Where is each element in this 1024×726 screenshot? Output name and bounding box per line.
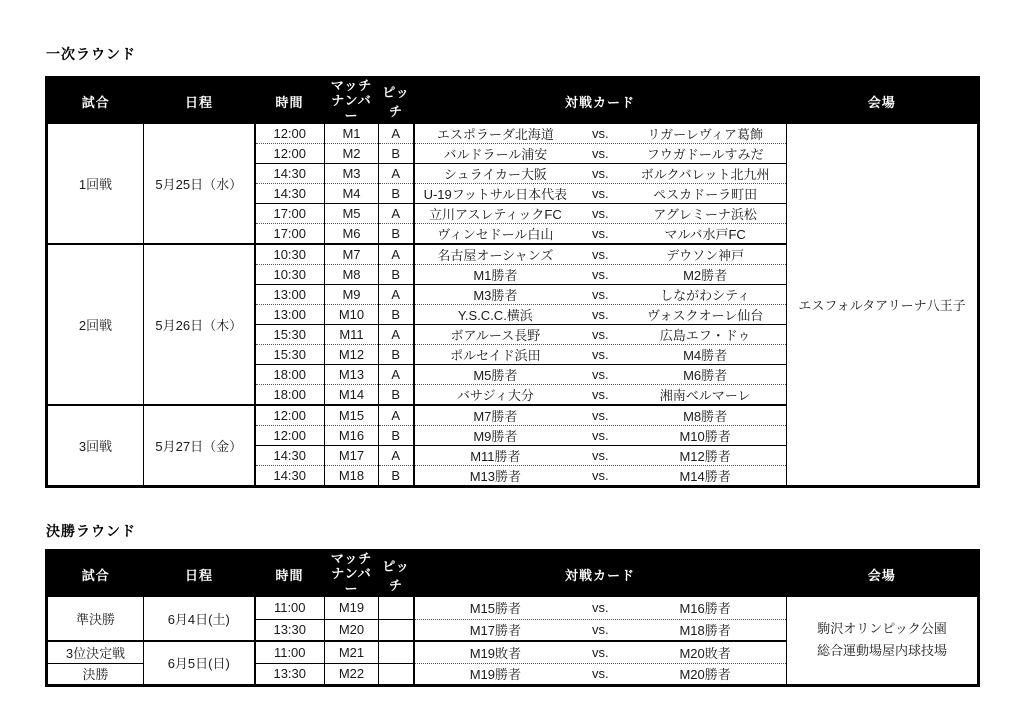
col-header-card: 対戦カード bbox=[414, 551, 787, 597]
match-no-cell: M12 bbox=[325, 345, 379, 365]
match-card-cell bbox=[414, 426, 787, 446]
match-no-cell: M2 bbox=[325, 144, 379, 164]
pitch-cell bbox=[379, 663, 414, 685]
col-header-date: 日程 bbox=[144, 78, 255, 124]
home-team: M19敗者 bbox=[469, 645, 522, 661]
home-team: ヴィンセドール白山 bbox=[437, 227, 554, 243]
match-no-cell: M13 bbox=[325, 365, 379, 385]
stage-cell: 2回戦 bbox=[47, 244, 144, 405]
away-team: リガーレヴィア葛飾 bbox=[647, 127, 764, 143]
vs-label: vs. bbox=[591, 287, 609, 303]
away-team: M18勝者 bbox=[679, 623, 731, 639]
vs-label: vs. bbox=[591, 206, 609, 222]
home-team: M15勝者 bbox=[469, 601, 522, 617]
vs-label: vs. bbox=[591, 666, 609, 682]
col-header-match-no: マッチ ナンバー bbox=[325, 78, 379, 124]
time-cell: 10:30 bbox=[255, 244, 325, 265]
away-team: しながわシティ bbox=[660, 288, 751, 304]
pitch-cell: A bbox=[379, 124, 414, 144]
match-no-cell: M21 bbox=[325, 641, 379, 663]
vs-label: vs. bbox=[591, 347, 609, 363]
pitch-cell: A bbox=[379, 325, 414, 345]
home-team: M19勝者 bbox=[469, 667, 522, 683]
match-no-cell: M6 bbox=[325, 224, 379, 245]
vs-label: vs. bbox=[591, 468, 609, 484]
home-team: エスポラーダ北海道 bbox=[436, 127, 554, 143]
date-cell: 5月26日（木） bbox=[144, 244, 255, 405]
round1-table bbox=[45, 76, 980, 488]
time-cell: 15:30 bbox=[255, 345, 325, 365]
col-header-pitch: ピッチ bbox=[379, 78, 414, 124]
home-team: M7勝者 bbox=[473, 409, 518, 425]
time-cell: 14:30 bbox=[255, 446, 325, 466]
away-team: M10勝者 bbox=[679, 429, 731, 445]
match-card-cell bbox=[414, 244, 787, 265]
time-cell: 13:30 bbox=[255, 663, 325, 685]
away-team: M16勝者 bbox=[679, 601, 731, 617]
away-team: M2勝者 bbox=[683, 268, 728, 284]
home-team: U-19フットサル日本代表 bbox=[423, 187, 568, 203]
away-team: M14勝者 bbox=[679, 469, 731, 485]
time-cell: 15:30 bbox=[255, 325, 325, 345]
time-cell: 12:00 bbox=[255, 426, 325, 446]
match-card-cell bbox=[414, 265, 787, 285]
home-team: Y.S.C.C.横浜 bbox=[457, 308, 533, 324]
vs-label: vs. bbox=[591, 247, 609, 263]
pitch-cell bbox=[379, 641, 414, 663]
match-card-cell bbox=[414, 305, 787, 325]
stage-cell: 決勝 bbox=[47, 663, 144, 685]
col-header-venue: 会場 bbox=[787, 78, 979, 124]
pitch-cell: B bbox=[379, 385, 414, 406]
match-no-cell: M11 bbox=[325, 325, 379, 345]
time-cell: 12:00 bbox=[255, 144, 325, 164]
home-team: M5勝者 bbox=[473, 368, 518, 384]
match-card-cell bbox=[414, 466, 787, 487]
match-no-cell: M3 bbox=[325, 164, 379, 184]
col-header-game: 試合 bbox=[47, 78, 144, 124]
away-team: アグレミーナ浜松 bbox=[653, 207, 757, 223]
match-no-cell: M7 bbox=[325, 244, 379, 265]
stage-cell: 3回戦 bbox=[47, 405, 144, 487]
pitch-cell: A bbox=[379, 244, 414, 265]
time-cell: 14:30 bbox=[255, 466, 325, 487]
home-team: 名古屋オーシャンズ bbox=[437, 248, 554, 264]
vs-label: vs. bbox=[591, 644, 609, 660]
match-card-cell bbox=[414, 124, 787, 144]
vs-label: vs. bbox=[591, 428, 609, 444]
pitch-cell: A bbox=[379, 446, 414, 466]
time-cell: 14:30 bbox=[255, 164, 325, 184]
match-card-cell bbox=[414, 446, 787, 466]
match-card-cell bbox=[414, 144, 787, 164]
match-no-cell: M17 bbox=[325, 446, 379, 466]
away-team: M12勝者 bbox=[679, 449, 731, 465]
match-no-cell: M9 bbox=[325, 285, 379, 305]
pitch-cell: A bbox=[379, 204, 414, 224]
away-team: ペスカドーラ町田 bbox=[653, 187, 758, 203]
col-header-match-no: マッチ ナンバー bbox=[325, 551, 379, 597]
round1-title: 一次ラウンド bbox=[46, 46, 136, 62]
col-header-time: 時間 bbox=[255, 78, 325, 124]
time-cell: 10:30 bbox=[255, 265, 325, 285]
stage-cell: 準決勝 bbox=[47, 597, 144, 641]
round2-table bbox=[45, 549, 980, 686]
section-gap bbox=[45, 488, 978, 521]
time-cell: 11:00 bbox=[255, 641, 325, 663]
col-header-game: 試合 bbox=[47, 551, 144, 597]
match-no-cell: M1 bbox=[325, 124, 379, 144]
round2-title: 決勝ラウンド bbox=[46, 523, 136, 540]
venue-cell bbox=[787, 597, 979, 685]
away-team: デウソン神戸 bbox=[666, 248, 745, 264]
home-team: M13勝者 bbox=[469, 469, 522, 485]
col-header-venue: 会場 bbox=[787, 551, 979, 597]
time-cell: 18:00 bbox=[255, 365, 325, 385]
match-card-cell bbox=[414, 641, 787, 663]
home-team: M9勝者 bbox=[473, 429, 518, 445]
match-no-cell: M19 bbox=[325, 597, 379, 619]
match-card-cell bbox=[414, 285, 787, 305]
vs-label: vs. bbox=[591, 408, 609, 424]
match-card-cell bbox=[414, 224, 787, 245]
stage-cell: 1回戦 bbox=[47, 124, 144, 245]
pitch-cell: A bbox=[379, 405, 414, 426]
vs-label: vs. bbox=[591, 367, 609, 383]
time-cell: 12:00 bbox=[255, 124, 325, 144]
time-cell: 13:00 bbox=[255, 285, 325, 305]
away-team: 湘南ベルマーレ bbox=[659, 388, 751, 404]
date-cell: 5月27日（金） bbox=[144, 405, 255, 487]
pitch-cell: B bbox=[379, 144, 414, 164]
time-cell: 12:00 bbox=[255, 405, 325, 426]
match-card-cell bbox=[414, 365, 787, 385]
home-team: バルドラール浦安 bbox=[443, 147, 548, 163]
home-team: シュライカー大阪 bbox=[443, 167, 547, 183]
match-card-cell bbox=[414, 325, 787, 345]
match-card-cell bbox=[414, 345, 787, 365]
match-no-cell: M5 bbox=[325, 204, 379, 224]
header-row bbox=[47, 78, 979, 124]
pitch-cell bbox=[379, 597, 414, 619]
vs-label: vs. bbox=[591, 600, 609, 616]
home-team: ポルセイド浜田 bbox=[450, 348, 541, 364]
home-team: M3勝者 bbox=[473, 288, 518, 304]
col-header-time: 時間 bbox=[255, 551, 325, 597]
pitch-cell: B bbox=[379, 426, 414, 446]
vs-label: vs. bbox=[591, 267, 609, 283]
pitch-cell: B bbox=[379, 466, 414, 487]
match-no-cell: M15 bbox=[325, 405, 379, 426]
match-no-cell: M16 bbox=[325, 426, 379, 446]
away-team: M20敗者 bbox=[679, 645, 731, 661]
away-team: M8勝者 bbox=[683, 409, 728, 425]
away-team: ボルクバレット北九州 bbox=[640, 167, 770, 183]
pitch-cell: B bbox=[379, 265, 414, 285]
home-team: M11勝者 bbox=[470, 449, 521, 465]
match-card-cell bbox=[414, 663, 787, 685]
vs-label: vs. bbox=[591, 307, 609, 323]
col-header-pitch: ピッチ bbox=[379, 551, 414, 597]
pitch-cell: B bbox=[379, 305, 414, 325]
match-card-cell bbox=[414, 405, 787, 426]
away-team: マルバ水戸FC bbox=[664, 227, 746, 243]
pitch-cell bbox=[379, 619, 414, 641]
match-no-cell: M8 bbox=[325, 265, 379, 285]
vs-label: vs. bbox=[591, 186, 609, 202]
col-header-date: 日程 bbox=[144, 551, 255, 597]
match-card-cell bbox=[414, 385, 787, 406]
time-cell: 11:00 bbox=[255, 597, 325, 619]
away-team: M4勝者 bbox=[683, 348, 728, 364]
pitch-cell: A bbox=[379, 365, 414, 385]
time-cell: 13:00 bbox=[255, 305, 325, 325]
date-cell: 6月5日(日) bbox=[144, 641, 255, 685]
pitch-cell: A bbox=[379, 164, 414, 184]
home-team: M17勝者 bbox=[469, 623, 522, 639]
match-no-cell: M4 bbox=[325, 184, 379, 204]
pitch-cell: B bbox=[379, 345, 414, 365]
header-row bbox=[47, 551, 979, 597]
time-cell: 17:00 bbox=[255, 224, 325, 245]
vs-label: vs. bbox=[591, 226, 609, 242]
vs-label: vs. bbox=[591, 448, 609, 464]
schedule-row bbox=[47, 597, 979, 619]
away-team: M6勝者 bbox=[683, 368, 728, 384]
schedule-row bbox=[47, 124, 979, 144]
match-card-cell bbox=[414, 597, 787, 619]
vs-label: vs. bbox=[591, 126, 609, 142]
time-cell: 14:30 bbox=[255, 184, 325, 204]
match-no-cell: M14 bbox=[325, 385, 379, 406]
pitch-cell: A bbox=[379, 285, 414, 305]
away-team: M20勝者 bbox=[679, 667, 731, 683]
match-no-cell: M18 bbox=[325, 466, 379, 487]
stage-cell: 3位決定戦 bbox=[47, 641, 144, 663]
vs-label: vs. bbox=[591, 387, 609, 403]
match-card-cell bbox=[414, 204, 787, 224]
time-cell: 13:30 bbox=[255, 619, 325, 641]
col-header-card: 対戦カード bbox=[414, 78, 787, 124]
time-cell: 17:00 bbox=[255, 204, 325, 224]
match-card-cell bbox=[414, 164, 787, 184]
venue-cell: エスフォルタアリーナ八王子 bbox=[787, 124, 979, 487]
match-card-cell bbox=[414, 184, 787, 204]
pitch-cell: B bbox=[379, 224, 414, 245]
vs-label: vs. bbox=[591, 327, 609, 343]
away-team: 広島エフ・ドゥ bbox=[659, 328, 751, 344]
vs-label: vs. bbox=[591, 146, 609, 162]
vs-label: vs. bbox=[591, 622, 609, 638]
home-team: バサジィ大分 bbox=[456, 388, 534, 404]
time-cell: 18:00 bbox=[255, 385, 325, 406]
date-cell: 5月25日（水） bbox=[144, 124, 255, 245]
home-team: 立川アスレティックFC bbox=[428, 207, 562, 223]
pitch-cell: B bbox=[379, 184, 414, 204]
away-team: ヴォスクオーレ仙台 bbox=[647, 308, 764, 324]
venue-line: 総合運動場屋内球技場 bbox=[816, 643, 947, 659]
match-no-cell: M10 bbox=[325, 305, 379, 325]
match-no-cell: M20 bbox=[325, 619, 379, 641]
venue-line: 駒沢オリンピック公園 bbox=[817, 621, 947, 637]
match-card-cell bbox=[414, 619, 787, 641]
match-no-cell: M22 bbox=[325, 663, 379, 685]
date-cell: 6月4日(土) bbox=[144, 597, 255, 641]
home-team: ボアルース長野 bbox=[450, 328, 541, 344]
home-team: M1勝者 bbox=[473, 268, 518, 284]
away-team: フウガドールすみだ bbox=[646, 147, 764, 163]
vs-label: vs. bbox=[591, 166, 609, 182]
